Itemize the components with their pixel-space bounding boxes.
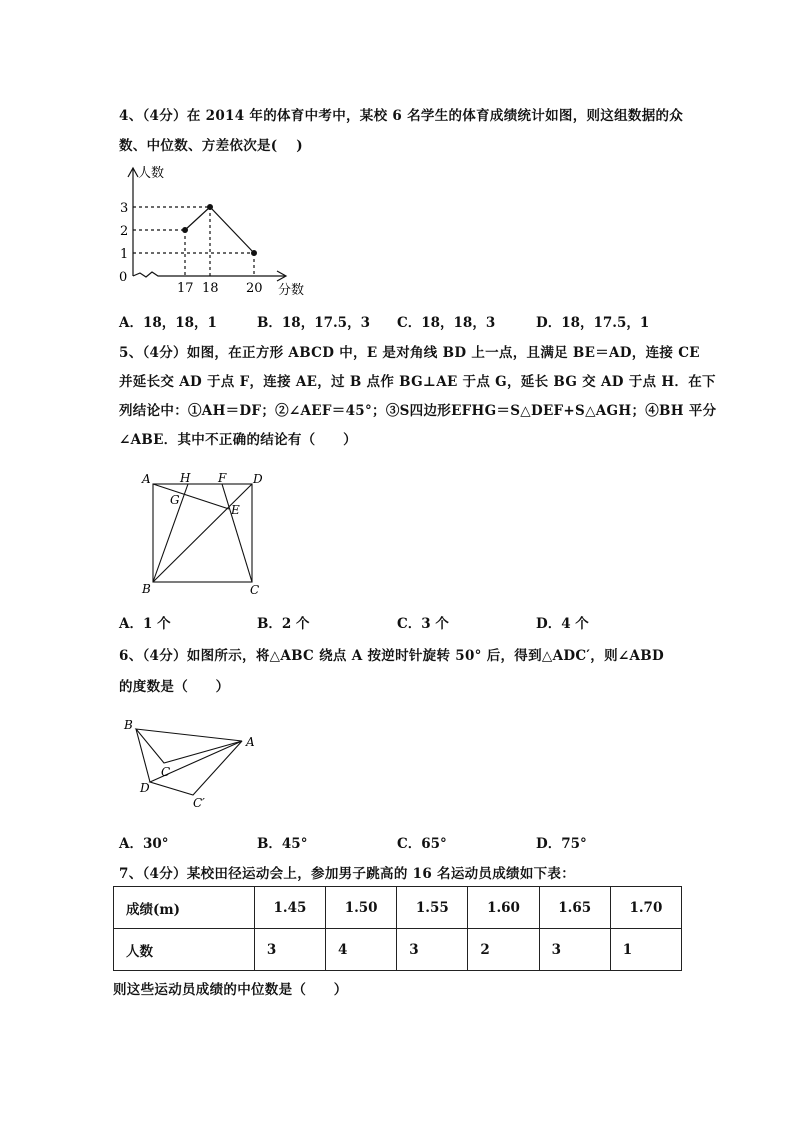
q6-text-line1: 6、（4分）如图所示，将△ABC 绕点 A 按逆时针旋转 50° 后，得到△ADC′，则∠ABD — [119, 648, 664, 664]
q4-text-line1: 4、（4分）在 2014 年的体育中考中，某校 6 名学生的体育成绩统计如图，则这组数据的众 — [119, 108, 684, 124]
label-c: C — [161, 765, 171, 779]
q7-score-table — [113, 886, 682, 971]
q6-option-c[interactable]: C．65° — [397, 836, 447, 852]
table-cell: 1.60 — [468, 887, 539, 929]
q5-text-line3: 列结论中：①AH＝DF；②∠AEF＝45°；③S四边形EFHG＝S△DEF+S△AGH；④BH 平分 — [119, 403, 717, 419]
table-cell: 2 — [468, 929, 539, 971]
label-f: F — [218, 471, 227, 485]
q4-option-b[interactable]: B．18，17.5，3 — [257, 315, 370, 331]
table-cell: 人数 — [114, 929, 255, 971]
y-tick-label: 1 — [120, 247, 129, 262]
q5-text-line1: 5、（4分）如图，在正方形 ABCD 中，E 是对角线 BD 上一点，且满足 BE＝AD，连接 CE — [119, 345, 700, 361]
label-c-prime: C′ — [193, 796, 205, 810]
table-cell: 1.45 — [254, 887, 325, 929]
q6-option-a[interactable]: A．30° — [119, 836, 169, 852]
label-c: C — [250, 583, 260, 597]
table-cell: 3 — [397, 929, 468, 971]
table-cell: 1.50 — [326, 887, 397, 929]
table-cell: 4 — [326, 929, 397, 971]
q5-text-line4: ∠ABE．其中不正确的结论有（ ） — [119, 432, 357, 448]
x-axis-label: 分数 — [278, 283, 305, 298]
label-a: A — [246, 735, 255, 749]
table-cell: 1.70 — [610, 887, 681, 929]
y-tick-label: 3 — [120, 201, 129, 216]
q5-option-b[interactable]: B．2 个 — [257, 616, 310, 632]
q6-text-line2: 的度数是（ ） — [119, 679, 230, 695]
x-tick-label: 18 — [202, 281, 219, 296]
q5-option-a[interactable]: A．1 个 — [119, 616, 171, 632]
data-point — [207, 204, 213, 210]
x-axis-break — [133, 272, 285, 277]
table-cell: 1.65 — [539, 887, 610, 929]
table-cell: 1.55 — [397, 887, 468, 929]
table-header-row — [114, 887, 682, 929]
y-tick-label: 2 — [120, 224, 129, 239]
data-line — [185, 207, 254, 253]
q6-triangle-figure — [115, 712, 265, 812]
q6-option-b[interactable]: B．45° — [257, 836, 308, 852]
q5-option-c[interactable]: C．3 个 — [397, 616, 449, 632]
q5-option-d[interactable]: D．4 个 — [536, 616, 589, 632]
y-axis-label: 人数 — [138, 166, 165, 181]
data-point — [251, 250, 257, 256]
q4-text-line2: 数、中位数、方差依次是( ) — [119, 138, 303, 154]
origin-label: 0 — [119, 270, 128, 285]
table-cell: 3 — [254, 929, 325, 971]
q5-square-figure — [135, 466, 275, 601]
label-d: D — [253, 472, 263, 486]
q7-text-line2: 则这些运动员成绩的中位数是（ ） — [113, 982, 348, 998]
label-d: D — [140, 781, 150, 795]
label-h: H — [180, 471, 191, 485]
label-g: G — [170, 493, 180, 507]
table-cell: 成绩(m) — [114, 887, 255, 929]
label-e: E — [231, 503, 240, 517]
q4-option-a[interactable]: A．18，18，1 — [119, 315, 217, 331]
q5-text-line2: 并延长交 AD 于点 F，连接 AE，过 B 点作 BG⊥AE 于点 G，延长 BG 交 AD 于点 H．在下 — [119, 374, 716, 390]
data-point — [182, 227, 188, 233]
label-b: B — [124, 718, 133, 732]
q6-option-d[interactable]: D．75° — [536, 836, 587, 852]
q4-line-chart — [110, 160, 320, 300]
q7-text-line1: 7、（4分）某校田径运动会上，参加男子跳高的 16 名运动员成绩如下表： — [119, 866, 576, 882]
label-b: B — [142, 582, 151, 596]
x-tick-label: 20 — [246, 281, 263, 296]
label-a: A — [142, 472, 151, 486]
table-cell: 3 — [539, 929, 610, 971]
x-tick-label: 17 — [177, 281, 194, 296]
q4-option-c[interactable]: C．18，18，3 — [397, 315, 496, 331]
table-row — [114, 929, 682, 971]
q4-option-d[interactable]: D．18，17.5，1 — [536, 315, 650, 331]
table-cell: 1 — [610, 929, 681, 971]
